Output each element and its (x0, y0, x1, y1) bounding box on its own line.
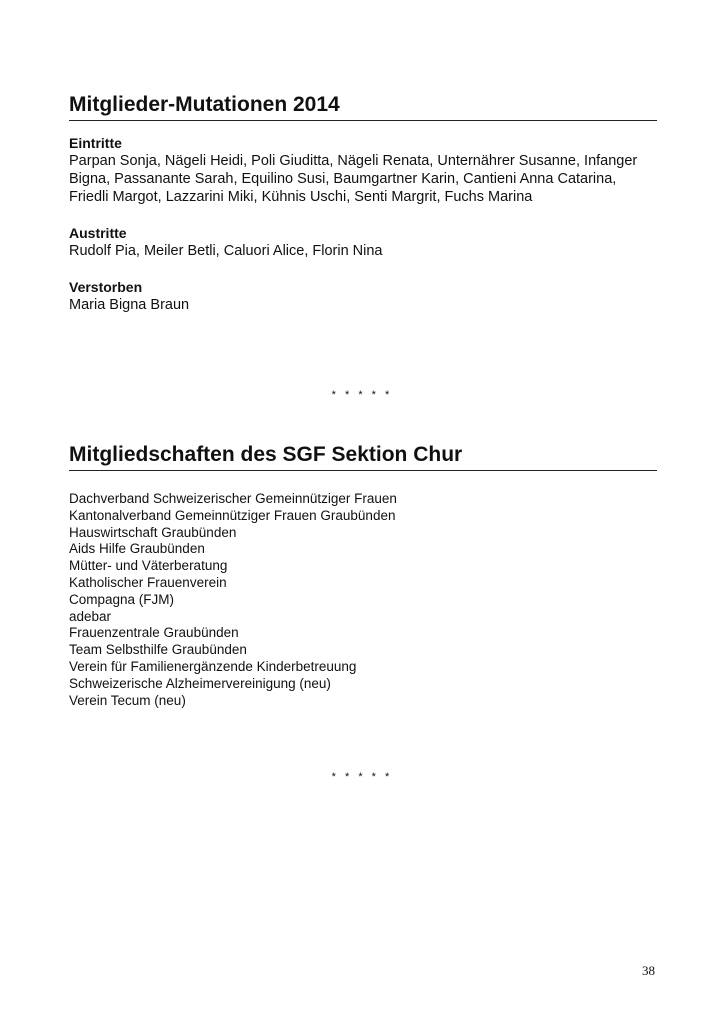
list-item: Kantonalverband Gemeinnütziger Frauen Graubünden (69, 507, 396, 523)
spacer (69, 121, 657, 135)
memberships-list (69, 491, 657, 709)
entries-text: Parpan Sonja, Nägeli Heidi, Poli Giuditta, Nägeli Renata, Unternährer Susanne, Infanger Bigna, Passanante Sarah, Equilino Susi, Baumgartner Karin, Cantieni Anna Catarina, Friedli Margot, Lazzarini Miki, Kühnis Uschi, Senti Margrit, Fuchs Marina (69, 153, 638, 205)
mutations-title: Mitglieder-Mutationen 2014 (69, 92, 657, 121)
list-item: Verein Tecum (neu) (69, 692, 186, 708)
separator-stars: * * * * * (331, 771, 393, 783)
memberships-title: Mitgliedschaften des SGF Sektion Chur (69, 442, 657, 471)
deceased-heading: Verstorben (69, 279, 143, 295)
list-item: adebar (69, 608, 112, 624)
deceased-group (69, 279, 657, 314)
deceased-text: Maria Bigna Braun (69, 297, 190, 313)
list-item: Compagna (FJM) (69, 591, 175, 607)
exits-group (69, 225, 657, 260)
list-item: Katholischer Frauenverein (69, 574, 227, 590)
list-item: Team Selbsthilfe Graubünden (69, 642, 247, 658)
exits-heading: Austritte (69, 225, 127, 241)
list-item: Mütter- und Väterberatung (69, 558, 228, 574)
exits-text: Rudolf Pia, Meiler Betli, Caluori Alice, Florin Nina (69, 243, 383, 259)
list-item: Dachverband Schweizerischer Gemeinnütziger Frauen (69, 491, 397, 506)
list-item: Schweizerische Alzheimervereinigung (neu) (69, 675, 331, 691)
list-item: Hauswirtschaft Graubünden (69, 524, 237, 540)
list-item: Verein für Familienergänzende Kinderbetreuung (69, 658, 357, 674)
entries-group (69, 135, 657, 206)
list-item: Aids Hilfe Graubünden (69, 541, 205, 557)
entries-heading: Eintritte (69, 135, 122, 151)
list-item: Frauenzentrale Graubünden (69, 625, 239, 641)
page-number: 38 (642, 963, 655, 978)
separator-stars: * * * * * (331, 389, 393, 401)
spacer (69, 471, 657, 491)
mutations-section (69, 92, 657, 333)
memberships-section (69, 442, 657, 709)
